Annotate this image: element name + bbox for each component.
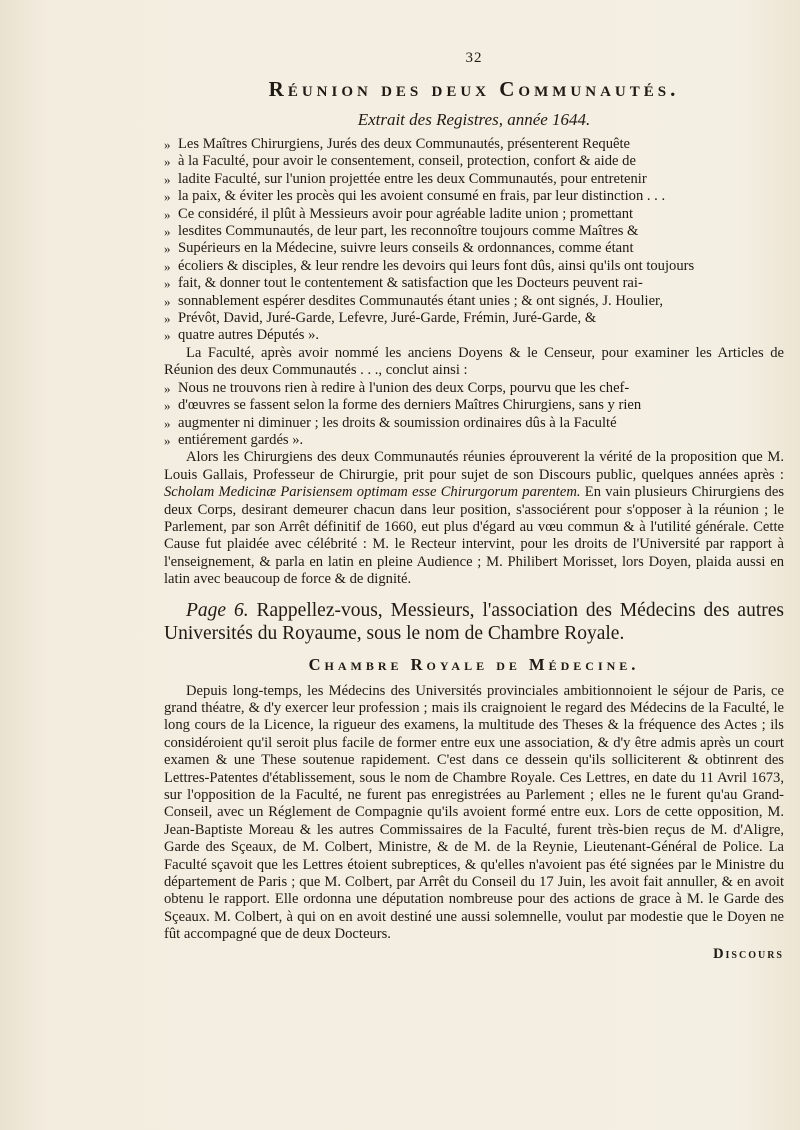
page-reference: Page 6. — [186, 599, 249, 621]
quote-line: » la paix, & éviter les procès qui les avoient consumé en frais, par leur distinction . . . — [164, 188, 784, 205]
catchword: Discours — [713, 945, 784, 962]
quote-line: » Nous ne trouvons rien à redire à l'union des deux Corps, pourvu que les chef- — [164, 380, 784, 397]
quote-line: » écoliers & disciples, & leur rendre les devoirs qui leurs font dûs, ainsi qu'ils ont toujours — [164, 258, 784, 275]
quote-line: » lesdites Communautés, de leur part, les reconnoître toujours comme Maîtres & — [164, 223, 784, 240]
quote-line: » fait, & donner tout le contentement & satisfaction que les Docteurs peuvent rai- — [164, 275, 784, 292]
quote-conclusion — [164, 380, 784, 450]
quote-line: » Ce considéré, il plût à Messieurs avoir pour agréable ladite union ; promettant — [164, 206, 784, 223]
faculty-intro-paragraph: La Faculté, après avoir nommé les anciens Doyens & le Censeur, pour examiner les Articles de Réunion des deux Communautés . . ., conclut ainsi : — [164, 344, 784, 379]
quote-line: » entiérement gardés ». — [164, 432, 784, 449]
quote-line: » Supérieurs en la Médecine, suivre leurs conseils & ordonnances, comme étant — [164, 240, 784, 257]
alors-text-before: Alors les Chirurgiens des deux Communautés réunies éprouverent la vérité de la proposition que M. Louis Gallais, Professeur de Chirurgie, prit pour sujet de son Discours public, quelques années après : — [164, 449, 784, 483]
alors-text-after: En vain plusieurs Chirurgiens des deux Corps, desirant demeurer chacun dans leur position, s'associérent pour s'opposer à la réunion ; le Parlement, par son Arrêt définitif de 1660, eut plus d'égard au vœu commun & à l'utilité générale. Cette Cause fut plaidée avec célébrité : M. le Recteur intervint, pour les droits de l'Université par rapport à l'enseignement, & parla en latin en pleine Audience ; M. Philibert Morisset, lors Doyen, plaida aussi en latin avec beaucoup de force & de dignité. — [164, 484, 784, 588]
extract-title: Extrait des Registres, année 1644. — [357, 110, 591, 129]
section-heading: Réunion des deux Communautés. — [268, 77, 680, 101]
text-block — [164, 50, 784, 963]
quote-line: » à la Faculté, pour avoir le consentement, conseil, protection, confort & aide de — [164, 153, 784, 170]
sub-heading: Chambre Royale de Médecine. — [308, 654, 640, 674]
quote-line: » ladite Faculté, sur l'union projettée entre les deux Communautés, pour entretenir — [164, 171, 784, 188]
quote-line: » Prévôt, David, Juré-Garde, Lefevre, Juré-Garde, Frémin, Juré-Garde, & — [164, 310, 784, 327]
quote-line: » d'œuvres se fassent selon la forme des derniers Maîtres Chirurgiens, sans y rien — [164, 397, 784, 414]
page-number: 32 — [465, 50, 483, 66]
quote-line: » quatre autres Députés ». — [164, 327, 784, 344]
highlight-paragraph — [164, 599, 784, 645]
chambre-royale-paragraph: Depuis long-temps, les Médecins des Universités provinciales ambitionnoient le séjour de Paris, ce grand théatre, & d'y exercer leur profession ; mais ils craignoient le regard des Médecins de la Faculté, le long cours de la Licence, la rigueur des examens, la multitude des Theses & la fréquence des Actes ; ils considéroient qu'il seroit plus facile de former entre eux une association, & d'y être admis après un court examen & une These soutenue rapidement. C'est dans ce dessein qu'ils solliciterent & obtinrent des Lettres-Patentes d'établissement, sous le nom de Chambre Royale. Ces Lettres, en date du 11 Avril 1673, sur l'opposition de la Faculté, ne furent pas enregistrées au Parlement ; elles ne le furent qu'au Grand-Conseil, avec un Réglement de Compagnie qu'ils avoient formé entre eux. Lors de cette opposition, M. Jean-Baptiste Moreau & les autres Commissaires de la Faculté, furent très-bien reçus de M. d'Aligre, Garde des Sçeaux, de M. Colbert, Ministre, & de M. de la Reynie, Lieutenant-Général de Police. La Faculté sçavoit que les Lettres étoient subreptices, & qu'elles n'avoient pas été signées par le Ministre du département de Paris ; que M. Colbert, par Arrêt du Conseil du 17 Juin, les avoit fait annuller, & en avoit obtenu le rapport. Elle ordonna une députation nombreuse pour des actions de grace à M. le Garde des Sçeaux. M. Colbert, à qui on en avoit destiné une aussi solemnelle, voulut par modestie que le Doyen ne fût accompagné que de deux Docteurs. — [164, 682, 784, 943]
quote-requete — [164, 136, 784, 345]
latin-quote: Scholam Medicinæ Parisiensem optimam esse Chirurgorum parentem. — [164, 484, 581, 501]
quote-line: » augmenter ni diminuer ; les droits & soumission ordinaires dûs à la Faculté — [164, 415, 784, 432]
quote-line: » Les Maîtres Chirurgiens, Jurés des deux Communautés, présenterent Requête — [164, 136, 784, 153]
highlight-text: Rappellez-vous, Messieurs, l'association des Médecins des autres Universités du Royaume, sous le nom de Chambre Royale. — [164, 599, 784, 644]
alors-paragraph — [164, 449, 784, 588]
quote-line: » sonnablement espérer desdites Communautés étant unies ; & ont signés, J. Houlier, — [164, 293, 784, 310]
